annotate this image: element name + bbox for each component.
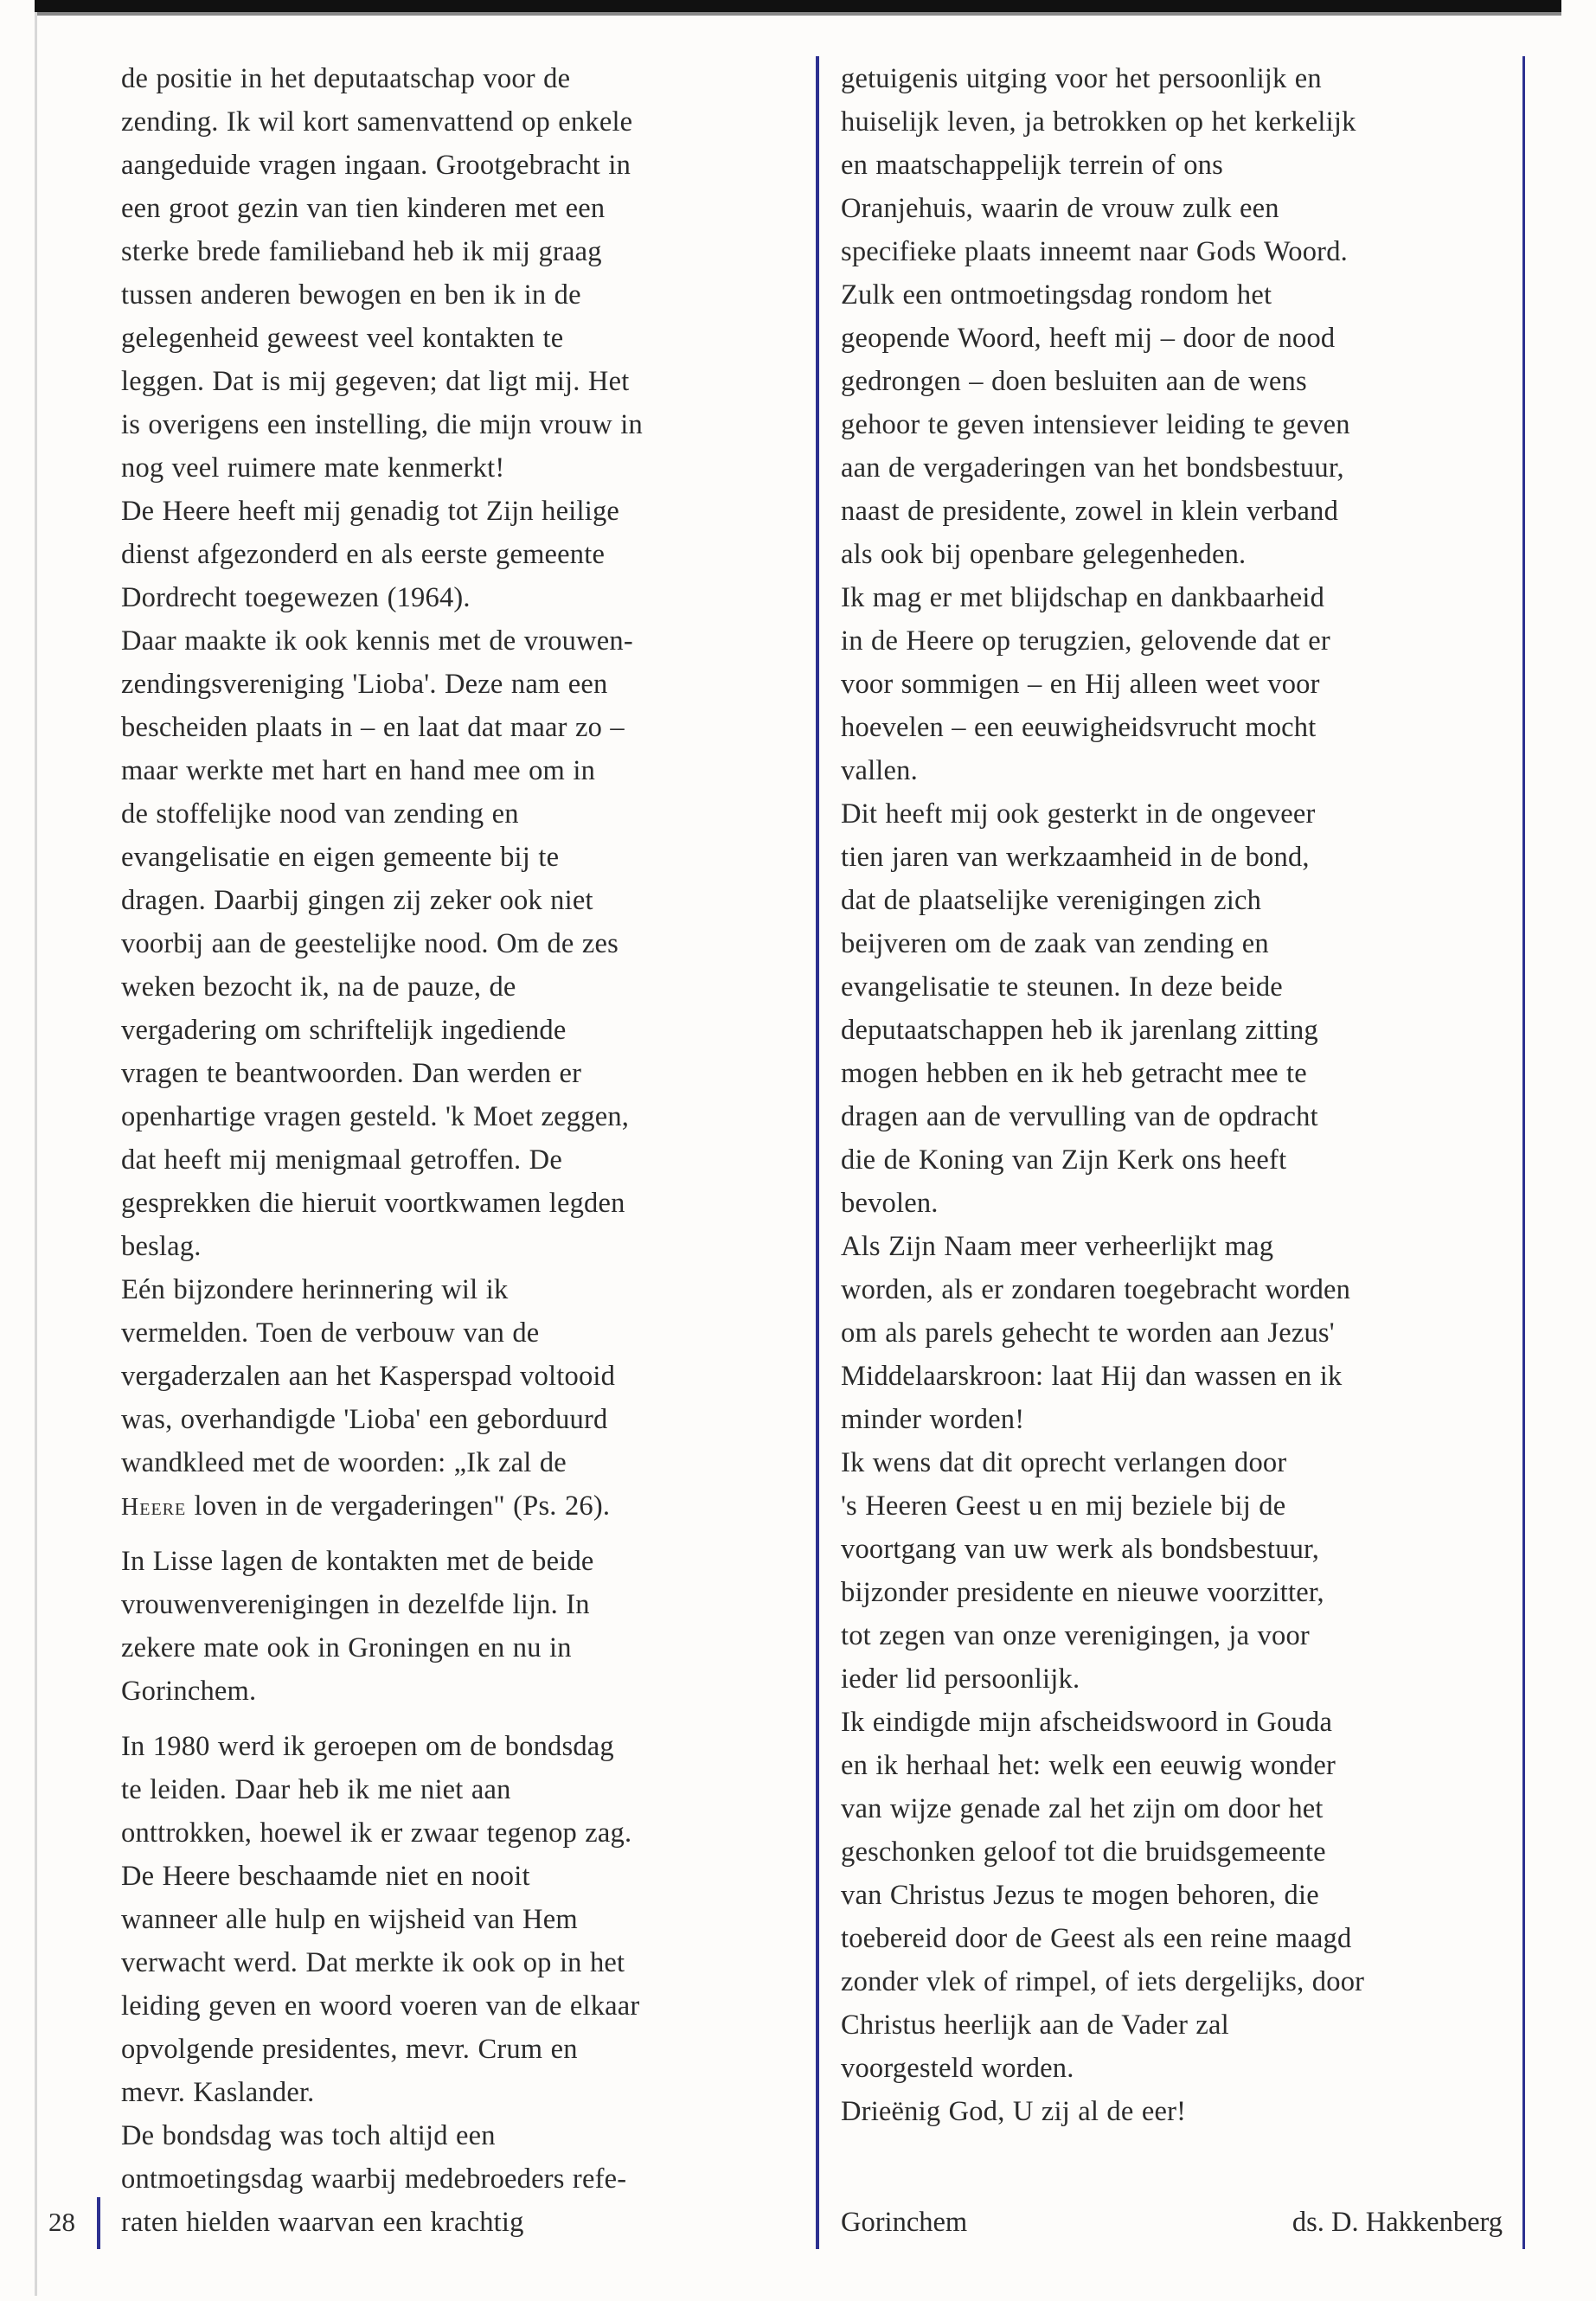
text-line: Middelaarskroon: laat Hij dan wassen en ik (841, 1361, 1343, 1392)
text-line: als ook bij openbare gelegenheden. (841, 539, 1247, 570)
text-line: beslag. (121, 1231, 202, 1262)
text-line: vergaderzalen aan het Kasperspad voltooid (121, 1361, 616, 1392)
text-line: Oranjehuis, waarin de vrouw zulk een (841, 193, 1279, 224)
text-line: een groot gezin van tien kinderen met een (121, 193, 606, 224)
text-line: dragen aan de vervulling van de opdracht (841, 1101, 1318, 1132)
text-line: bijzonder presidente en nieuwe voorzitter, (841, 1577, 1324, 1608)
text-line: Christus heerlijk aan de Vader zal (841, 2009, 1229, 2041)
text-line: aangeduide vragen ingaan. Grootgebracht in (121, 150, 631, 181)
text-line: en ik herhaal het: welk een eeuwig wonder (841, 1750, 1336, 1781)
text-line: in de Heere op terugzien, gelovende dat er (841, 625, 1330, 657)
text-line: zonder vlek of rimpel, of iets dergelijks, door (841, 1966, 1365, 1997)
text-line: de stoffelijke nood van zending en (121, 798, 519, 830)
text-line: Als Zijn Naam meer verheerlijkt mag (841, 1231, 1274, 1262)
text-line: evangelisatie te steunen. In deze beide (841, 971, 1283, 1003)
text-line: dragen. Daarbij gingen zij zeker ook niet (121, 885, 593, 916)
left-paragraph-group-2 (121, 1540, 804, 1713)
text-line: vermelden. Toen de verbouw van de (121, 1317, 540, 1349)
text-line: maar werkte met hart en hand mee om in (121, 755, 596, 786)
text-line: ieder lid persoonlijk. (841, 1663, 1080, 1695)
text-line: weken bezocht ik, na de pauze, de (121, 971, 516, 1003)
text-line: huiselijk leven, ja betrokken op het kerkelijk (841, 106, 1356, 138)
paragraph-gap (121, 1528, 804, 1540)
footer-author: ds. D. Hakkenberg (1292, 2207, 1503, 2238)
text-line: mogen hebben en ik heb getracht mee te (841, 1058, 1307, 1089)
left-paragraph-group-3 (121, 1725, 804, 2244)
text-line: naast de presidente, zowel in klein verband (841, 496, 1339, 527)
text-line: opvolgende presidentes, mevr. Crum en (121, 2034, 578, 2065)
text-line: openhartige vragen gesteld. 'k Moet zeggen, (121, 1101, 630, 1132)
text-line: zekere mate ook in Groningen en nu in (121, 1632, 572, 1663)
heere-line-tail: loven in de vergaderingen" (Ps. 26). (186, 1490, 611, 1522)
text-line: gelegenheid geweest veel kontakten te (121, 323, 564, 354)
left-paragraph-group-1 (121, 57, 804, 1484)
text-line: vergadering om schriftelijk ingediende (121, 1015, 567, 1046)
top-rule-shadow (35, 12, 1561, 16)
text-line: Ik wens dat dit oprecht verlangen door (841, 1447, 1287, 1478)
right-column (841, 57, 1520, 2133)
text-line: Zulk een ontmoetingsdag rondom het (841, 279, 1272, 311)
text-line: voorgesteld worden. (841, 2053, 1074, 2084)
text-line: aan de vergaderingen van het bondsbestuur, (841, 452, 1344, 484)
text-line: tussen anderen bewogen en ben ik in de (121, 279, 581, 311)
text-line: bevolen. (841, 1188, 939, 1219)
text-line: Ik mag er met blijdschap en dankbaarheid (841, 582, 1325, 613)
page-number: 28 (48, 2207, 75, 2237)
text-line: gedrongen – doen besluiten aan de wens (841, 366, 1307, 397)
text-line: zendingsvereniging 'Lioba'. Deze nam een (121, 669, 608, 700)
text-line: leiding geven en woord voeren van de elkaar (121, 1990, 640, 2022)
page-left-edge (35, 12, 37, 2296)
right-paragraph-group (841, 57, 1520, 2133)
text-line: de positie in het deputaatschap voor de (121, 63, 571, 94)
text-line: evangelisatie en eigen gemeente bij te (121, 842, 560, 873)
text-line: raten hielden waarvan een krachtig (121, 2207, 524, 2238)
text-line: vallen. (841, 755, 918, 786)
text-line (121, 1484, 804, 1528)
text-line: wanneer alle hulp en wijsheid van Hem (121, 1904, 578, 1935)
text-line: gesprekken die hieruit voortkwamen legden (121, 1188, 625, 1219)
text-line: gehoor te geven intensiever leiding te geven (841, 409, 1350, 440)
text-line: van Christus Jezus te mogen behoren, die (841, 1880, 1319, 1911)
text-line: vragen te beantwoorden. Dan werden er (121, 1058, 582, 1089)
text-line: toebereid door de Geest als een reine maagd (841, 1923, 1352, 1954)
top-black-rule (35, 0, 1561, 12)
text-line: Gorinchem. (121, 1676, 257, 1707)
page-number-rule (97, 2197, 100, 2249)
text-line: nog veel ruimere mate kenmerkt! (121, 452, 505, 484)
column-divider (816, 56, 819, 2249)
text-line: De bondsdag was toch altijd een (121, 2120, 496, 2151)
text-line: beijveren om de zaak van zending en (841, 928, 1269, 959)
text-line: is overigens een instelling, die mijn vrouw in (121, 409, 643, 440)
text-line: te leiden. Daar heb ik me niet aan (121, 1774, 511, 1805)
text-line: voor sommigen – en Hij alleen weet voor (841, 669, 1320, 700)
text-line: dienst afgezonderd en als eerste gemeente (121, 539, 606, 570)
text-line: specifieke plaats inneemt naar Gods Woord. (841, 236, 1348, 267)
paragraph-gap (121, 1713, 804, 1725)
text-line: zending. Ik wil kort samenvattend op enkele (121, 106, 633, 138)
text-line: hoevelen – een eeuwigheidsvrucht mocht (841, 712, 1317, 743)
text-line: verwacht werd. Dat merkte ik ook op in het (121, 1947, 625, 1978)
text-line: dat de plaatselijke verenigingen zich (841, 885, 1262, 916)
text-line: leggen. Dat is mij gegeven; dat ligt mij. Het (121, 366, 630, 397)
text-line: ontmoetingsdag waarbij medebroeders refe- (121, 2163, 627, 2195)
text-line: geopende Woord, heeft mij – door de nood (841, 323, 1336, 354)
text-line: tien jaren van werkzaamheid in de bond, (841, 842, 1310, 873)
text-line: geschonken geloof tot die bruidsgemeente (841, 1836, 1326, 1868)
text-line: worden, als er zondaren toegebracht worden (841, 1274, 1351, 1305)
text-line: Eén bijzondere herinnering wil ik (121, 1274, 509, 1305)
text-line: tot zegen van onze verenigingen, ja voor (841, 1620, 1310, 1651)
text-line: mevr. Kaslander. (121, 2077, 315, 2108)
text-line: voorbij aan de geestelijke nood. Om de zes (121, 928, 619, 959)
text-line: In Lisse lagen de kontakten met de beide (121, 1546, 594, 1577)
text-line: minder worden! (841, 1404, 1025, 1435)
text-line: getuigenis uitging voor het persoonlijk en (841, 63, 1322, 94)
text-line: Dit heeft mij ook gesterkt in de ongeveer (841, 798, 1316, 830)
text-line: was, overhandigde 'Lioba' een geborduurd (121, 1404, 608, 1435)
text-line: deputaatschappen heb ik jarenlang zitting (841, 1015, 1318, 1046)
right-margin-rule (1522, 56, 1525, 2249)
heere-smallcaps: Heere (121, 1494, 187, 1521)
text-line: Ik eindigde mijn afscheidswoord in Gouda (841, 1707, 1333, 1738)
text-line: van wijze genade zal het zijn om door het (841, 1793, 1324, 1824)
text-line: die de Koning van Zijn Kerk ons heeft (841, 1144, 1287, 1176)
text-line: dat heeft mij menigmaal getroffen. De (121, 1144, 562, 1176)
left-column (121, 57, 804, 2244)
text-line: voortgang van uw werk als bondsbestuur, (841, 1534, 1320, 1565)
text-line: vrouwenverenigingen in dezelfde lijn. In (121, 1589, 590, 1620)
text-line: Dordrecht toegewezen (1964). (121, 582, 471, 613)
text-line: bescheiden plaats in – en laat dat maar zo – (121, 712, 625, 743)
text-line: De Heere heeft mij genadig tot Zijn heilige (121, 496, 620, 527)
text-line: om als parels gehecht te worden aan Jezus' (841, 1317, 1335, 1349)
text-line: Daar maakte ik ook kennis met de vrouwen- (121, 625, 633, 657)
text-line: Drieënig God, U zij al de eer! (841, 2096, 1187, 2127)
text-line: De Heere beschaamde niet en nooit (121, 1861, 530, 1892)
text-line: 's Heeren Geest u en mij beziele bij de (841, 1490, 1286, 1522)
text-line: onttrokken, hoewel ik er zwaar tegenop zag. (121, 1817, 632, 1849)
text-line: wandkleed met de woorden: „Ik zal de (121, 1447, 567, 1478)
text-line: sterke brede familieband heb ik mij graag (121, 236, 602, 267)
text-line: en maatschappelijk terrein of ons (841, 150, 1223, 181)
text-line: In 1980 werd ik geroepen om de bondsdag (121, 1731, 614, 1762)
footer-place: Gorinchem (841, 2207, 968, 2238)
